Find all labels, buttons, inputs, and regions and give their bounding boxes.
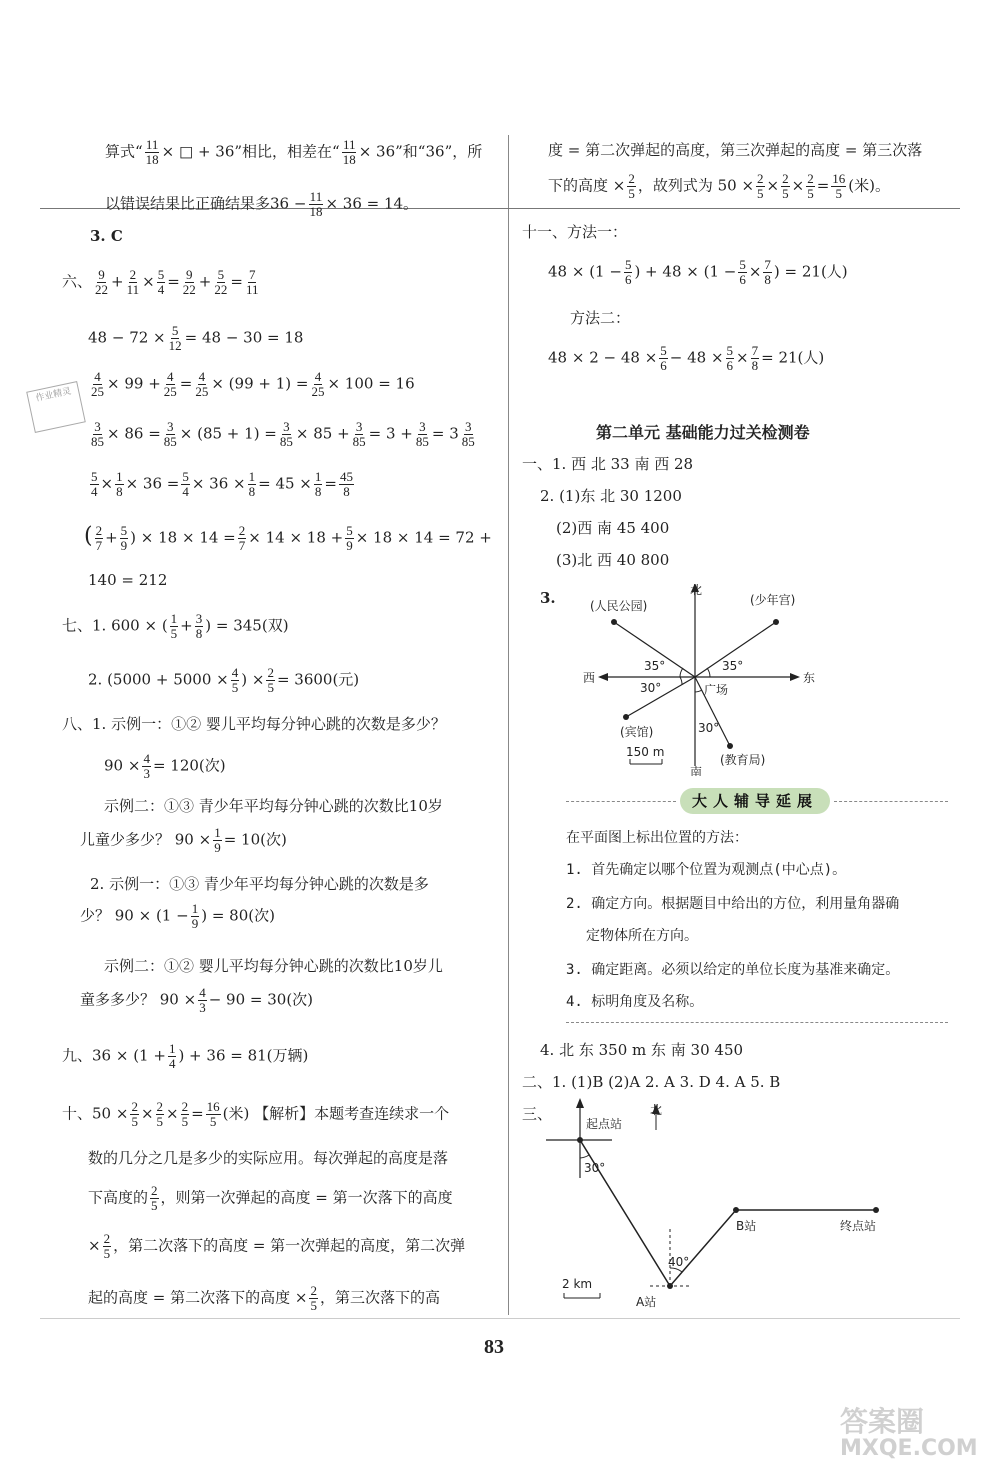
angle-arc-4 [695,690,702,692]
map1-square: 广场 [704,683,729,697]
ans-8-1-eq: 90 × $\frac{4}{3}$ = 120(次) [104,751,226,781]
route-map-2 [540,1098,920,1320]
map1-east: 东 [803,671,816,685]
eq-6-1: 六、 $\frac{9}{22}$ + $\frac{2}{11}$ × $\frac{5}{4}$ = $\frac{9}{22}$ + $\frac{5}{22}$ = $\frac{7}{11}$ [62,267,259,297]
map1-south: 南 [690,765,703,776]
bureau-point [727,743,733,749]
eq-6-4: $\frac{3}{85}$ × 86 = $\frac{3}{85}$ × (85 + 1) = $\frac{3}{85}$ × 85 + $\frac{3}{85}$ = 3 + $\frac{3}{85}$ = 3 $\frac{3}{85}$ [91,419,475,449]
eq-7-2: 2. (5000 + 5000 × $\frac{4}{5}$ ) × $\frac{2}{5}$ = 3600(元) [88,665,360,695]
ans-11: 十一、方法一： [522,223,628,241]
map1-a30b: 30° [698,721,720,735]
ans-8-2-eq: 少？ 90 × (1 − $\frac{1}{9}$ ) = 80(次) [80,901,275,931]
ans-8-1: 八、1. 示例一：①② 婴儿平均每分钟心跳的次数是多少？ [62,715,446,733]
ans-9: 九、36 × (1 + $\frac{1}{4}$ ) + 36 = 81(万辆) [62,1041,309,1071]
ans-11-m2: 48 × 2 − 48 × $\frac{5}{6}$ − 48 × $\frac{5}{6}$ × $\frac{7}{8}$ = 21(人) [548,343,825,373]
unit2-3: 三、 [522,1105,553,1123]
unit2-1-2c: (3)北 西 40 800 [556,551,670,569]
ans-8-2-ex2: 示例二：①② 婴儿平均每分钟心跳的次数比10岁儿 [104,957,443,975]
tip-1: 1. 首先确定以哪个位置为观测点(中心点)。 [566,862,847,878]
tip-2b: 定物体所在方向。 [586,928,698,944]
ans-8-1-ex2-eq: 儿童少多少？ 90 × $\frac{1}{9}$ = 10(次) [80,825,287,855]
map2-a: A站 [636,1295,657,1309]
angle-arc-1 [680,668,683,677]
map1-a35l: 35° [644,659,666,673]
column-divider [508,135,509,1315]
unit2-1-3: 3. [540,589,556,607]
watermark-url: MXQE.COM [840,1436,978,1461]
watermark-logo: 答案圈 [840,1405,925,1438]
banner-rule-right [834,801,948,802]
banner-rule-left [566,801,676,802]
map2-start: 起点站 [586,1117,623,1131]
map1-north: 北 [690,584,703,597]
map1-bureau: (教育局) [720,753,766,767]
map2-scale: 2 km [562,1277,593,1291]
map2-a40: 40° [668,1255,690,1269]
eq-6-5: $\frac{5}{4}$ × $\frac{1}{8}$ × 36 = $\frac{5}{4}$ × 36 × $\frac{1}{8}$ = 45 × $\frac{1}{8}$ = $\frac{45}{8}$ [91,469,353,499]
map1-scale: 150 m [626,745,665,759]
logo-stamp: 作业精灵 [26,381,86,433]
map1-hotel: (宾馆) [620,725,654,739]
map1-a35r: 35° [722,659,744,673]
hotel-point [623,714,629,720]
ans-10: 十、50 × $\frac{2}{5}$ × $\frac{2}{5}$ × $\frac{2}{5}$ = $\frac{16}{5}$ (米) 【解析】本题考查连续求一个 [62,1099,450,1129]
unit-title: 第二单元 基础能力过关检测卷 [596,423,810,442]
unit2-1-1: 一、1. 西 北 33 南 西 28 [522,455,694,473]
right-line-2: 下的高度 × $\frac{2}{5}$ ，故列式为 50 × $\frac{2}{5}$ × $\frac{2}{5}$ × $\frac{2}{5}$ = $\frac{16}{5}$ (米)。 [548,171,890,201]
ans-11-m1: 48 × (1 − $\frac{5}{6}$ ) + 48 × (1 − $\frac{5}{6}$ × $\frac{7}{8}$ ) = 21(人) [548,257,848,287]
palace-point [773,619,779,625]
eq-6-6: ( $\frac{2}{7}$ + $\frac{5}{9}$ ) × 18 × 14 = $\frac{2}{7}$ × 14 × 18 + $\frac{5}{9}$ × 18 × 14 = 72 + [84,523,492,553]
route-path [580,1140,876,1286]
unit2-1-2b: (2)西 南 45 400 [556,519,670,537]
ans-10-l5: 起的高度 = 第二次落下的高度 × $\frac{2}{5}$ ，第三次落下的高 [88,1283,440,1313]
ans-10-l4: × $\frac{2}{5}$ ，第二次落下的高度 = 第一次弹起的高度，第二次弹 [88,1231,466,1261]
tip-4: 4. 标明角度及名称。 [566,994,704,1010]
map2-north: 北 [650,1103,663,1117]
direction-map-1 [580,584,830,776]
ans-11-m2-label: 方法二： [570,309,631,327]
unit2-1-4: 4. 北 东 350 m 东 南 30 450 [540,1041,744,1059]
left-line-1: 算式“ $\frac{11}{18}$ × □ + 36”相比，相差在“ $\frac{11}{18}$ × 36”和“36”，所 [105,137,483,167]
map1-park: (人民公园) [590,599,648,613]
eq-6-6-cont: 140 = 212 [88,571,168,589]
ans-10-l3: 下高度的 $\frac{2}{5}$ ，则第一次弹起的高度 = 第一次落下的高度 [88,1183,453,1213]
map2-b: B站 [736,1219,757,1233]
map2-arc-30 [580,1155,589,1158]
b-point [733,1207,739,1213]
a-point [667,1283,673,1289]
end-point [873,1207,879,1213]
ans-10-l2: 数的几分之几是多少的实际应用。每次弹起的高度是落 [88,1149,449,1167]
ans-8-1-ex2: 示例二：①③ 青少年平均每分钟心跳的次数比10岁 [104,797,443,815]
left-line-3: 3. C [90,227,123,245]
footer-rule [40,1318,960,1319]
tip-3: 3. 确定距离。必须以给定的单位长度为基准来确定。 [566,962,900,978]
angle-arc-2 [707,668,710,677]
ans-8-2: 2. 示例一：①③ 青少年平均每分钟心跳的次数是多 [90,875,429,893]
eq-7-1: 七、1. 600 × ( $\frac{1}{5}$ + $\frac{3}{8}$ ) = 345(双) [62,611,289,641]
angle-arc-3 [680,677,682,685]
eq-6-2: 48 − 72 × $\frac{5}{12}$ = 48 − 30 = 18 [88,323,304,353]
page-number: 83 [484,1336,504,1358]
map1-a30l: 30° [640,681,662,695]
unit2-2: 二、1. (1)B (2)A 2. A 3. D 4. A 5. B [522,1073,781,1091]
tips-banner: 大人辅导延展 [680,788,830,814]
tip-2: 2. 确定方向。根据题目中给出的方位，利用量角器确 [566,896,900,912]
start-point [577,1137,583,1143]
unit2-1-2a: 2. (1)东 北 30 1200 [540,487,682,505]
map1-palace: (少年宫) [750,593,796,607]
park-point [611,619,617,625]
west-arrow-icon [598,673,608,681]
tip-intro: 在平面图上标出位置的方法： [566,830,748,846]
east-arrow-icon [790,673,800,681]
right-line-1: 度 = 第二次弹起的高度，第三次弹起的高度 = 第三次落 [548,141,923,159]
map2-axis-arrow-icon [576,1098,584,1108]
ans-8-2-ex2-eq: 童多多少？ 90 × $\frac{4}{3}$ − 90 = 30(次) [80,985,314,1015]
tips-end-rule [566,1022,948,1023]
left-line-2: 以错误结果比正确结果多36 − $\frac{11}{18}$ × 36 = 14。 [105,189,419,219]
map2-a30: 30° [584,1161,606,1175]
map1-west: 西 [583,671,596,685]
map2-end: 终点站 [840,1219,877,1233]
eq-6-3: $\frac{4}{25}$ × 99 + $\frac{4}{25}$ = $\frac{4}{25}$ × (99 + 1) = $\frac{4}{25}$ × 100 = 16 [91,369,415,399]
